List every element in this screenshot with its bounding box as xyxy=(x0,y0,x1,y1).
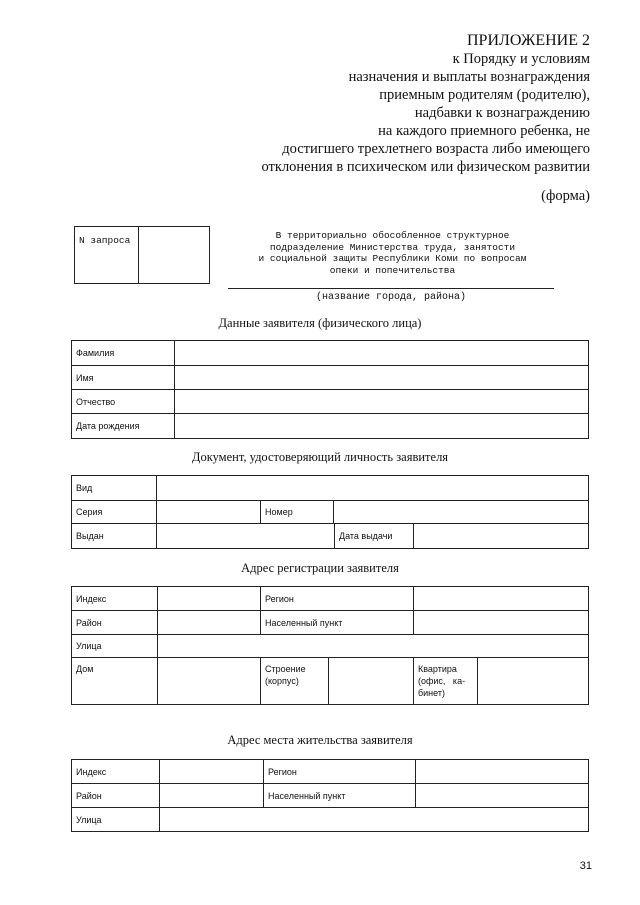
surname-label: Фамилия xyxy=(76,348,115,358)
addressee-line: и социальной защиты Республики Коми по вопросам xyxy=(258,253,527,264)
issued-by-field[interactable] xyxy=(156,524,334,548)
patronymic-label: Отчество xyxy=(76,396,116,407)
table-row xyxy=(72,524,588,548)
res-district-label: Район xyxy=(76,790,102,801)
res-region-field[interactable] xyxy=(415,760,588,783)
series-field[interactable] xyxy=(156,501,260,523)
reg-index-label: Индекс xyxy=(76,593,107,604)
reg-street-field[interactable] xyxy=(157,635,588,657)
appendix-subtitle-line: отклонения в психическом или физическом развитии xyxy=(261,159,590,175)
table-row xyxy=(72,390,588,414)
table-row xyxy=(72,658,588,704)
registration-table xyxy=(71,586,589,705)
reg-district-field[interactable] xyxy=(157,611,260,634)
appendix-subtitle-line: достигшего трехлетнего возраста либо имеющего xyxy=(282,141,590,157)
reg-street-label: Улица xyxy=(76,641,102,651)
res-region-label: Регион xyxy=(263,760,415,783)
city-district-line[interactable] xyxy=(228,288,554,289)
request-number-label: N запроса xyxy=(79,235,131,246)
table-row xyxy=(72,501,588,524)
reg-district-label: Район xyxy=(76,617,102,628)
issue-date-field[interactable] xyxy=(413,524,588,548)
addressee-line: опеки и попечительства xyxy=(329,264,456,276)
table-row xyxy=(72,635,588,658)
table-row xyxy=(72,341,588,366)
document-table xyxy=(71,475,589,549)
table-row xyxy=(72,611,588,635)
res-index-label: Индекс xyxy=(76,766,107,777)
issued-by-label: Выдан xyxy=(76,531,104,541)
res-district-field[interactable] xyxy=(159,784,263,807)
appendix-title: ПРИЛОЖЕНИЕ 2 xyxy=(466,32,590,49)
number-field[interactable] xyxy=(333,501,588,523)
addressee-line: В территориально обособленное структурное xyxy=(275,230,510,241)
name-field[interactable] xyxy=(174,366,588,389)
reg-flat-label-line: бинет) xyxy=(418,688,445,698)
appendix-subtitle-line: к Порядку и условиям xyxy=(452,51,590,67)
res-locality-label: Населенный пункт xyxy=(263,784,415,807)
issue-date-label: Дата выдачи xyxy=(334,524,413,548)
reg-house-label: Дом xyxy=(76,664,94,674)
table-row xyxy=(72,414,588,438)
appendix-subtitle-line: надбавки к вознаграждению xyxy=(414,105,590,121)
addressee-line: подразделение Министерства труда, занятости xyxy=(269,241,516,253)
reg-building-label-line: (корпус) xyxy=(265,676,299,686)
document-type-label: Вид xyxy=(76,483,93,493)
birth-date-label: Дата рождения xyxy=(76,421,140,431)
residence-section-title: Адрес места жительства заявителя xyxy=(227,733,413,747)
reg-region-label: Регион xyxy=(260,587,413,610)
series-label: Серия xyxy=(76,507,103,517)
reg-locality-field[interactable] xyxy=(413,611,588,634)
table-row xyxy=(72,587,588,611)
reg-building-field[interactable] xyxy=(328,658,413,704)
reg-building-label xyxy=(260,658,328,704)
document-type-field[interactable] xyxy=(156,476,588,500)
reg-flat-label-line: (офис, ка- xyxy=(418,676,466,686)
surname-field[interactable] xyxy=(174,341,588,365)
name-label: Имя xyxy=(76,372,94,383)
request-number-box xyxy=(74,226,210,284)
reg-flat-label-line: Квартира xyxy=(418,664,457,674)
table-row xyxy=(72,760,588,784)
birth-date-field[interactable] xyxy=(174,414,588,438)
appendix-subtitle-line: приемным родителям (родителю), xyxy=(379,87,590,103)
table-row xyxy=(72,808,588,831)
number-label: Номер xyxy=(260,501,333,523)
patronymic-field[interactable] xyxy=(174,390,588,413)
reg-flat-label xyxy=(413,658,477,704)
applicant-table xyxy=(71,340,589,439)
appendix-subtitle-line: на каждого приемного ребенка, не xyxy=(378,123,590,139)
res-street-field[interactable] xyxy=(159,808,588,831)
residence-table xyxy=(71,759,589,832)
reg-index-field[interactable] xyxy=(157,587,260,610)
request-number-divider xyxy=(138,227,139,283)
applicant-section-title: Данные заявителя (физического лица) xyxy=(218,316,422,330)
reg-flat-field[interactable] xyxy=(477,658,588,704)
table-row xyxy=(72,784,588,808)
res-street-label: Улица xyxy=(76,814,102,825)
reg-locality-label: Населенный пункт xyxy=(260,611,413,634)
document-section-title: Документ, удостоверяющий личность заявителя xyxy=(191,450,449,464)
table-row xyxy=(72,476,588,501)
res-index-field[interactable] xyxy=(159,760,263,783)
registration-section-title: Адрес регистрации заявителя xyxy=(241,561,399,575)
reg-house-field[interactable] xyxy=(157,658,260,704)
appendix-subtitle-line: назначения и выплаты вознаграждения xyxy=(348,69,590,85)
reg-building-label-line: Строение xyxy=(265,664,306,674)
addressee-block xyxy=(230,230,555,276)
page-number: 31 xyxy=(579,860,592,872)
reg-region-field[interactable] xyxy=(413,587,588,610)
city-district-caption: (название города, района) xyxy=(315,292,467,303)
table-row xyxy=(72,366,588,390)
form-label: (форма) xyxy=(541,188,590,204)
appendix-header xyxy=(170,32,590,176)
res-locality-field[interactable] xyxy=(415,784,588,807)
